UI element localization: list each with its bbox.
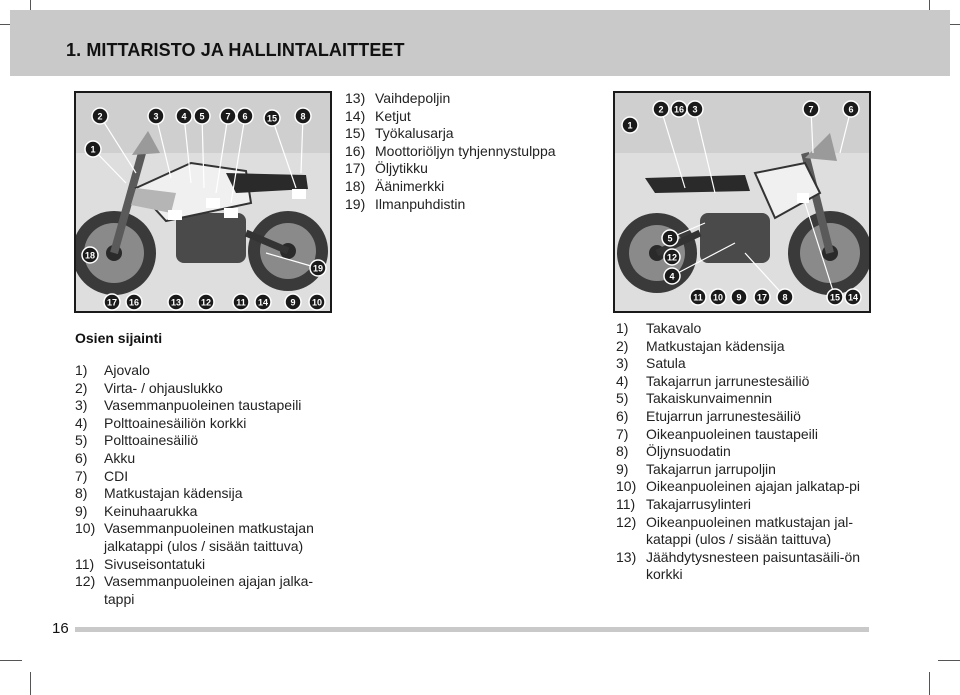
- motorcycle-right-illustration: [615, 93, 869, 311]
- callout-label: 12: [666, 252, 678, 263]
- list-item: 5) Polttoainesäiliö: [75, 432, 199, 449]
- list-item: 2) Matkustajan kädensija: [616, 337, 785, 354]
- list-item: 6) Akku: [75, 449, 136, 466]
- callout-label: 11: [693, 292, 703, 303]
- callout-label: 4: [181, 111, 187, 122]
- callout-label: 17: [106, 297, 118, 308]
- list-item: 1) Takavalo: [616, 320, 702, 336]
- list-item: 2) Virta- / ohjauslukko: [75, 379, 223, 396]
- callout-label: 7: [225, 111, 231, 122]
- callout-label: 8: [782, 292, 788, 303]
- callout-label: 17: [756, 292, 768, 303]
- callout-label: 16: [128, 297, 140, 308]
- list-item: 3) Vasemmanpuoleinen taustapeili: [75, 397, 302, 414]
- callout-label: 9: [736, 292, 742, 303]
- parts-list-right: [616, 320, 874, 584]
- callout-label: 1: [627, 120, 633, 131]
- callout-label: 5: [667, 233, 673, 244]
- parts-list-left: [75, 362, 335, 608]
- list-item: 10) Oikeanpuoleinen ajajan jalkatap-pi: [616, 478, 861, 495]
- callout-label: 13: [170, 297, 182, 308]
- motorcycle-left-illustration: [76, 93, 330, 311]
- list-item: 5) Takaiskunvaimennin: [616, 390, 773, 407]
- callout-label: 14: [257, 297, 269, 308]
- callout-label: 16: [673, 104, 685, 115]
- list-item: 3) Satula: [616, 355, 686, 372]
- list-item: 17) Öljytikku: [345, 160, 428, 177]
- list-item: 4) Polttoainesäiliön korkki: [75, 414, 247, 431]
- list-item: 7) Oikeanpuoleinen taustapeili: [616, 425, 819, 442]
- list-item: 14) Ketjut: [345, 107, 411, 124]
- crop-mark: [0, 660, 22, 661]
- section-title: Osien sijainti: [75, 330, 163, 346]
- list-item: 19) Ilmanpuhdistin: [345, 195, 466, 212]
- list-item: 12) Vasemmanpuoleinen ajajan jalka-tappi: [75, 573, 314, 607]
- page-number: 16: [52, 620, 69, 637]
- motorcycle-right-side-photo: [613, 91, 871, 313]
- callout-label: 14: [847, 292, 859, 303]
- callout-label: 2: [97, 111, 103, 122]
- parts-list-continued: [345, 90, 556, 213]
- list-item: 18) Äänimerkki: [345, 177, 445, 194]
- list-item: 16) Moottoriöljyn tyhjennystulppa: [345, 142, 556, 159]
- chapter-title: 1. MITTARISTO JA HALLINTALAITTEET: [66, 40, 405, 60]
- callout-label: 7: [808, 104, 814, 115]
- callout-label: 18: [84, 250, 96, 261]
- list-item: 12) Oikeanpuoleinen matkustajan jal-katappi (ulos / sisään taittuva): [616, 513, 854, 548]
- list-item: 9) Keinuhaarukka: [75, 502, 198, 519]
- list-item: 11) Takajarrusylinteri: [616, 495, 752, 512]
- list-item: 13) Jäähdytysnesteen paisuntasäili-ön korkki: [616, 548, 861, 583]
- crop-mark: [30, 672, 31, 695]
- footer-rule: [75, 627, 869, 632]
- motorcycle-left-side-photo: [74, 91, 332, 313]
- callout-label: 2: [658, 104, 664, 115]
- callout-label: 5: [199, 111, 205, 122]
- callout-label: 9: [290, 297, 296, 308]
- list-item: 7) CDI: [75, 467, 129, 484]
- list-item: 6) Etujarrun jarrunestesäiliö: [616, 407, 801, 424]
- callout-label: 3: [153, 111, 159, 122]
- callout-label: 10: [311, 297, 323, 308]
- callout-label: 6: [848, 104, 854, 115]
- callout-label: 4: [669, 271, 675, 282]
- list-item: 15) Työkalusarja: [345, 125, 454, 142]
- callout-label: 19: [312, 263, 324, 274]
- list-item: 8) Öljynsuodatin: [616, 443, 731, 460]
- callout-label: 8: [300, 111, 306, 122]
- list-item: 11) Sivuseisontatuki: [75, 555, 206, 572]
- list-item: 4) Takajarrun jarrunestesäiliö: [616, 372, 810, 389]
- crop-mark: [938, 660, 960, 661]
- list-item: 9) Takajarrun jarrupoljin: [616, 460, 776, 477]
- list-item: 10) Vasemmanpuoleinen matkustajan jalkatappi (ulos / sisään taittuva): [75, 520, 314, 554]
- callout-label: 15: [829, 292, 841, 303]
- crop-mark: [929, 672, 930, 695]
- callout-label: 10: [712, 292, 724, 303]
- callout-label: 3: [692, 104, 698, 115]
- callout-label: 11: [236, 297, 246, 308]
- list-item: 1) Ajovalo: [75, 362, 150, 378]
- callout-label: 15: [266, 113, 278, 124]
- list-item: 8) Matkustajan kädensija: [75, 485, 243, 502]
- callout-label: 6: [242, 111, 248, 122]
- callout-label: 1: [90, 144, 96, 155]
- callout-label: 12: [200, 297, 212, 308]
- list-item: 13) Vaihdepoljin: [345, 90, 451, 106]
